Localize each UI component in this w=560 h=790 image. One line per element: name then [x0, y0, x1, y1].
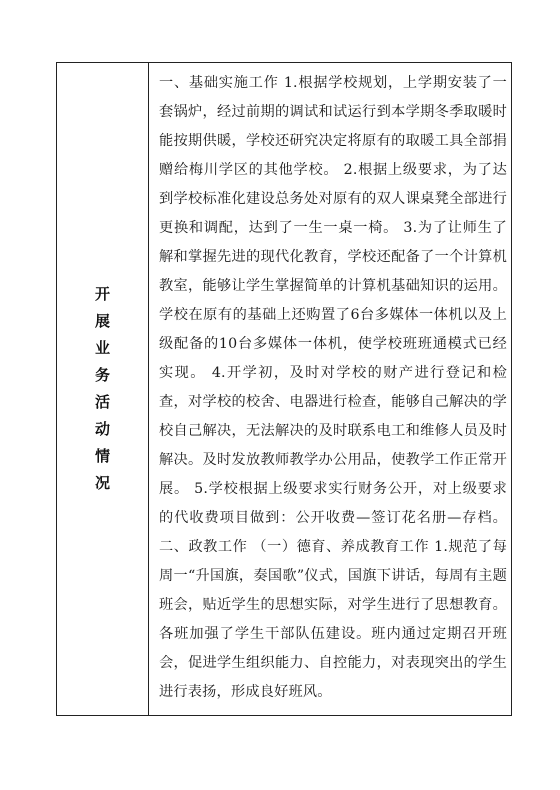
content-cell: [149, 63, 511, 715]
row-label: 开展业务活动情况: [93, 286, 111, 502]
label-cell: [57, 63, 149, 715]
activity-form-table: [56, 62, 512, 716]
activity-description: 一、基础实施工作 1.根据学校规划，上学期安装了一套锅炉，经过前期的调试和试运行到本学期冬季取暖时能按期供暖，学校还研究决定将原有的取暖工具全部捐赠给梅川学区的其他学校。 2.根据上级要求，为了达到学校标准化建设总务处对原有的双人课桌凳全部进行更换和调配，达到了一生一桌一椅。 3.为了让师生了解和掌握先进的现代化教育，学校还配备了一个计算机教室，能够让学生掌握简单的计算机基础知识的运用。学校在原有的基础上还购置了6台多媒体一体机以及上级配备的10台多媒体一体机，使学校班班通模式已经实现。 4.开学初，及时对学校的财产进行登记和检查，对学校的校舍、电器进行检查，能够自己解决的学校自己解决，无法解决的及时联系电工和维修人员及时解决。及时发放教师教学办公用品，使教学工作正常开展。 5.学校根据上级要求实行财务公开，对上级要求的代收费项目做到：公开收费—签订花名册—存档。 二、政教工作 （一）德育、养成教育工作 1.规范了每周一“升国旗，奏国歌”仪式，国旗下讲话，每周有主题班会，贴近学生的思想实际，对学生进行了思想教育。各班加强了学生干部队伍建设。班内通过定期召开班会，促进学生组织能力、自控能力，对表现突出的学生进行表扬，形成良好班风。: [159, 75, 507, 700]
